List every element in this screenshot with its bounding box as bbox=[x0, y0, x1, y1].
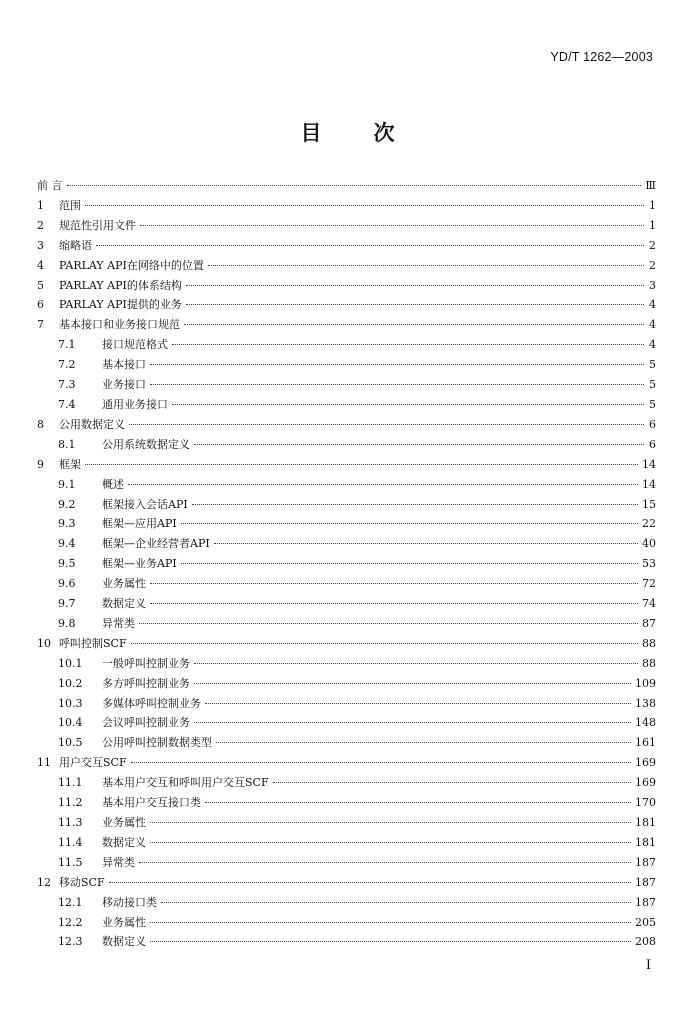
toc-entry[interactable] bbox=[37, 574, 656, 594]
toc-entry-title: 框架接入会话API bbox=[102, 497, 188, 511]
toc-entry[interactable] bbox=[37, 614, 656, 634]
toc-entry-page: 4 bbox=[649, 298, 656, 312]
toc-entry-page: 187 bbox=[635, 895, 656, 909]
toc-entry-page: 187 bbox=[635, 855, 656, 869]
toc-entry[interactable] bbox=[37, 216, 656, 236]
dot-leader bbox=[128, 484, 638, 485]
toc-entry-page: 74 bbox=[642, 597, 656, 611]
dot-leader bbox=[109, 882, 631, 883]
toc-entry-number: 12 bbox=[37, 875, 51, 889]
toc-entry-number: 9.6 bbox=[58, 577, 76, 591]
toc-entry-title: 多方呼叫控制业务 bbox=[102, 676, 190, 690]
toc-entry-title: 概述 bbox=[102, 477, 124, 491]
toc-entry-number: 11.1 bbox=[58, 776, 83, 790]
toc-entry-title: 基本用户交互接口类 bbox=[102, 796, 201, 810]
toc-entry-number: 3 bbox=[37, 238, 44, 252]
toc-entry[interactable] bbox=[37, 634, 656, 654]
dot-leader bbox=[205, 802, 631, 803]
toc-entry[interactable] bbox=[37, 932, 656, 952]
toc-entry[interactable] bbox=[37, 495, 656, 515]
toc-entry-number: 11.4 bbox=[58, 835, 83, 849]
toc-entry-title: 一般呼叫控制业务 bbox=[102, 656, 190, 670]
toc-entry-title: 呼叫控制SCF bbox=[59, 636, 127, 650]
toc-entry-page: 5 bbox=[649, 397, 656, 411]
dot-leader bbox=[214, 543, 638, 544]
toc-entry-title: 移动接口类 bbox=[102, 895, 157, 909]
standard-code: YD/T 1262—2003 bbox=[550, 50, 653, 64]
toc-entry-page: 2 bbox=[649, 258, 656, 272]
dot-leader bbox=[208, 265, 644, 266]
dot-leader bbox=[161, 902, 631, 903]
dot-leader bbox=[194, 444, 644, 445]
dot-leader bbox=[194, 722, 631, 723]
dot-leader bbox=[96, 245, 644, 246]
toc-entry-page: 87 bbox=[642, 616, 656, 630]
toc-entry-number: 8.1 bbox=[58, 437, 76, 451]
dot-leader bbox=[139, 623, 638, 624]
toc-entry-number: 10.4 bbox=[58, 716, 83, 730]
toc-entry-number: 1 bbox=[37, 198, 44, 212]
toc-entry-page: 14 bbox=[642, 477, 656, 491]
toc-entry-title: 业务属性 bbox=[102, 915, 146, 929]
toc-entry[interactable] bbox=[37, 514, 656, 534]
page-number: I bbox=[645, 958, 651, 973]
toc-entry-number: 7 bbox=[37, 318, 44, 332]
dot-leader bbox=[150, 603, 638, 604]
toc-entry[interactable] bbox=[37, 853, 656, 873]
dot-leader bbox=[131, 762, 631, 763]
toc-entry-number: 2 bbox=[37, 218, 44, 232]
toc-entry-title: 公用系统数据定义 bbox=[102, 437, 190, 451]
title-char-1: 目 bbox=[300, 121, 322, 145]
toc-entry-number: 7.2 bbox=[58, 358, 76, 372]
dot-leader bbox=[139, 862, 631, 863]
toc-entry-number: 9.5 bbox=[58, 557, 76, 571]
toc-entry-number: 11.5 bbox=[58, 855, 83, 869]
toc-entry-page: 181 bbox=[635, 835, 656, 849]
dot-leader bbox=[172, 404, 644, 405]
toc-entry[interactable] bbox=[37, 395, 656, 415]
toc-entry[interactable] bbox=[37, 534, 656, 554]
toc-entry[interactable] bbox=[37, 276, 656, 296]
toc-entry-number: 9.2 bbox=[58, 497, 76, 511]
toc-entry-page: 208 bbox=[635, 935, 656, 949]
toc-entry-page: 187 bbox=[635, 875, 656, 889]
toc-entry[interactable] bbox=[37, 594, 656, 614]
toc-entry-number: 9 bbox=[37, 457, 44, 471]
toc-entry-title: 异常类 bbox=[102, 616, 135, 630]
toc-entry[interactable] bbox=[37, 654, 656, 674]
toc-entry-page: 53 bbox=[642, 557, 656, 571]
toc-entry-title: 异常类 bbox=[102, 855, 135, 869]
toc-entry-page: 6 bbox=[649, 417, 656, 431]
toc-entry-page: 1 bbox=[649, 218, 656, 232]
toc-entry[interactable] bbox=[37, 256, 656, 276]
toc-entry-number: 11.3 bbox=[58, 816, 83, 829]
toc-entry-page: 5 bbox=[649, 358, 656, 372]
toc-entry[interactable] bbox=[37, 295, 656, 315]
toc-entry-title: 框架—企业经营者API bbox=[102, 537, 210, 551]
dot-leader bbox=[150, 384, 644, 385]
dot-leader bbox=[140, 225, 644, 226]
toc-entry-title: 业务接口 bbox=[102, 378, 146, 392]
toc-entry-page: 205 bbox=[635, 915, 656, 929]
toc-entry-page: 22 bbox=[642, 517, 656, 531]
toc-entry-number: 9.1 bbox=[58, 477, 76, 491]
toc-entry[interactable] bbox=[37, 335, 656, 355]
dot-leader bbox=[186, 285, 644, 286]
toc-entry[interactable] bbox=[37, 415, 656, 435]
toc-entry[interactable] bbox=[37, 315, 656, 335]
toc-entry[interactable] bbox=[37, 236, 656, 256]
toc-entry[interactable] bbox=[37, 355, 656, 375]
toc-entry-page: 169 bbox=[635, 776, 656, 790]
toc-entry-title: 基本用户交互和呼叫用户交互SCF bbox=[102, 776, 269, 790]
dot-leader bbox=[181, 523, 638, 524]
toc-entry[interactable] bbox=[37, 913, 656, 933]
dot-leader bbox=[192, 504, 638, 505]
dot-leader bbox=[194, 683, 631, 684]
toc-entry-number: 4 bbox=[37, 258, 44, 272]
dot-leader bbox=[67, 185, 642, 186]
dot-leader bbox=[184, 324, 644, 325]
dot-leader bbox=[85, 464, 638, 465]
toc-entry-page: 169 bbox=[635, 756, 656, 770]
toc-entry[interactable] bbox=[37, 753, 656, 773]
toc-entry[interactable] bbox=[37, 833, 656, 853]
toc-entry-number: 9.3 bbox=[58, 517, 76, 531]
toc-entry-page: 109 bbox=[635, 676, 656, 690]
toc-entry[interactable] bbox=[37, 435, 656, 455]
toc-entry-number: 12.3 bbox=[58, 935, 83, 949]
toc-entry-page: 72 bbox=[642, 577, 656, 591]
toc-entry-number: 10 bbox=[37, 636, 51, 650]
toc-entry-title: 多媒体呼叫控制业务 bbox=[102, 696, 201, 710]
toc-entry-title: 数据定义 bbox=[102, 835, 146, 849]
dot-leader bbox=[129, 424, 644, 425]
toc-entry[interactable] bbox=[37, 873, 656, 893]
title-char-2: 次 bbox=[373, 121, 395, 145]
dot-leader bbox=[150, 364, 644, 365]
toc-entry[interactable] bbox=[37, 455, 656, 475]
toc-entry[interactable] bbox=[37, 773, 656, 793]
toc-entry[interactable] bbox=[37, 554, 656, 574]
dot-leader bbox=[205, 703, 631, 704]
dot-leader bbox=[150, 941, 631, 942]
toc-entry-page: 15 bbox=[642, 497, 656, 511]
toc-entry-page: 1 bbox=[649, 198, 656, 212]
toc-entry[interactable] bbox=[37, 475, 656, 495]
toc-entry-number: 10.2 bbox=[58, 676, 83, 690]
toc-entry-number: 7.4 bbox=[58, 397, 76, 411]
toc-entry-number: 11 bbox=[37, 756, 51, 770]
toc-entry-title: 公用呼叫控制数据类型 bbox=[102, 736, 212, 750]
toc-entry[interactable] bbox=[37, 733, 656, 753]
toc-entry-title: 用户交互SCF bbox=[59, 756, 127, 770]
toc-entry[interactable] bbox=[37, 674, 656, 694]
toc-entry-number: 11.2 bbox=[58, 796, 83, 810]
toc-entry-title: PARLAY API在网络中的位置 bbox=[59, 258, 204, 272]
toc-entry-page: Ⅲ bbox=[645, 179, 656, 192]
toc-entry-title: 基本接口 bbox=[102, 358, 146, 372]
toc-entry-number: 9.4 bbox=[58, 537, 76, 551]
toc-entry-number: 7.3 bbox=[58, 378, 76, 392]
toc-entry-title: 规范性引用文件 bbox=[59, 218, 136, 232]
toc-entry-page: 161 bbox=[635, 736, 656, 750]
table-of-contents bbox=[37, 176, 656, 952]
dot-leader bbox=[131, 643, 638, 644]
toc-entry-page: 2 bbox=[649, 238, 656, 252]
dot-leader bbox=[216, 742, 631, 743]
toc-entry[interactable] bbox=[37, 813, 656, 833]
toc-entry-title: 业务属性 bbox=[102, 816, 146, 829]
dot-leader bbox=[273, 782, 631, 783]
toc-entry-number: 9.7 bbox=[58, 597, 76, 611]
toc-entry-number: 7.1 bbox=[58, 338, 76, 352]
toc-entry-page: 138 bbox=[635, 696, 656, 710]
toc-entry-page: 5 bbox=[649, 378, 656, 392]
dot-leader bbox=[181, 563, 638, 564]
toc-entry-number: 前 言 bbox=[37, 179, 63, 192]
toc-entry-page: 148 bbox=[635, 716, 656, 730]
toc-entry-title: 移动SCF bbox=[59, 875, 105, 889]
dot-leader bbox=[85, 205, 644, 206]
toc-entry-number: 10.3 bbox=[58, 696, 83, 710]
toc-entry[interactable] bbox=[37, 713, 656, 733]
toc-entry[interactable] bbox=[37, 893, 656, 913]
toc-entry-number: 10.1 bbox=[58, 656, 83, 670]
toc-entry[interactable] bbox=[37, 176, 656, 196]
toc-entry-title: 框架 bbox=[59, 457, 81, 471]
toc-entry[interactable] bbox=[37, 375, 656, 395]
toc-entry-page: 3 bbox=[649, 278, 656, 292]
toc-entry-title: 会议呼叫控制业务 bbox=[102, 716, 190, 730]
toc-entry-title: 接口规范格式 bbox=[102, 338, 168, 352]
dot-leader bbox=[150, 583, 638, 584]
toc-entry-title: 公用数据定义 bbox=[59, 417, 125, 431]
dot-leader bbox=[150, 922, 631, 923]
toc-entry-page: 4 bbox=[649, 318, 656, 332]
toc-entry-title: 基本接口和业务接口规范 bbox=[59, 318, 180, 332]
toc-entry-number: 9.8 bbox=[58, 616, 76, 630]
toc-entry-page: 88 bbox=[642, 656, 656, 670]
toc-entry-page: 170 bbox=[635, 796, 656, 810]
toc-entry-page: 88 bbox=[642, 636, 656, 650]
toc-entry-number: 6 bbox=[37, 298, 44, 312]
toc-entry-page: 14 bbox=[642, 457, 656, 471]
toc-entry-title: 数据定义 bbox=[102, 597, 146, 611]
toc-entry-number: 5 bbox=[37, 278, 44, 292]
dot-leader bbox=[186, 304, 644, 305]
toc-entry-title: 框架—应用API bbox=[102, 517, 177, 531]
toc-entry-number: 12.1 bbox=[58, 895, 83, 909]
dot-leader bbox=[172, 344, 644, 345]
toc-entry-page: 4 bbox=[649, 338, 656, 352]
toc-entry[interactable] bbox=[37, 694, 656, 714]
toc-entry-title: 范围 bbox=[59, 198, 81, 212]
toc-entry-title: 业务属性 bbox=[102, 577, 146, 591]
toc-entry[interactable] bbox=[37, 793, 656, 813]
toc-entry-page: 181 bbox=[635, 816, 656, 829]
toc-entry-title: 缩略语 bbox=[59, 238, 92, 252]
dot-leader bbox=[194, 663, 638, 664]
toc-entry-title: 数据定义 bbox=[102, 935, 146, 949]
dot-leader bbox=[150, 822, 631, 823]
toc-entry-number: 8 bbox=[37, 417, 44, 431]
dot-leader bbox=[150, 842, 631, 843]
page-title bbox=[0, 117, 695, 147]
toc-entry-title: 通用业务接口 bbox=[102, 397, 168, 411]
toc-entry-title: PARLAY API的体系结构 bbox=[59, 278, 182, 292]
toc-entry-page: 6 bbox=[649, 437, 656, 451]
toc-entry-number: 12.2 bbox=[58, 915, 83, 929]
toc-entry-title: PARLAY API提供的业务 bbox=[59, 298, 182, 312]
toc-entry-number: 10.5 bbox=[58, 736, 83, 750]
toc-entry-title: 框架—业务API bbox=[102, 557, 177, 571]
toc-entry[interactable] bbox=[37, 196, 656, 216]
toc-entry-page: 40 bbox=[642, 537, 656, 551]
